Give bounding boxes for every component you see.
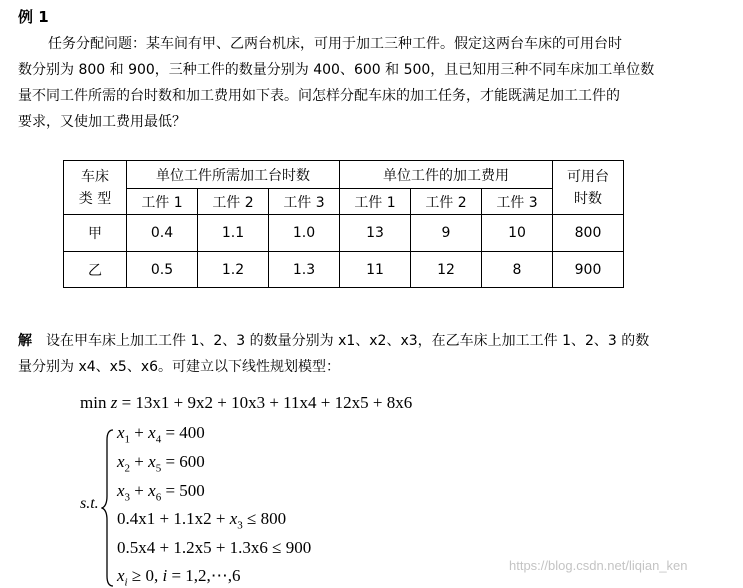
objective-function: min z = 13x1 + 9x2 + 10x3 + 11x4 + 12x5 + 8x6: [80, 393, 413, 412]
cost-cell: 12: [411, 252, 482, 288]
constraint-line: $0.4x1 + 1.1x2 + x_3 \le 800$: [117, 509, 287, 532]
header-cost-group: 单位工件的加工费用: [340, 161, 553, 189]
header-machine-type: 车床 类 型: [64, 161, 127, 215]
constraint-line: $x_3 + x_6 = 500$: [117, 481, 205, 504]
solution-text: [18, 328, 738, 380]
example-title: 例 1: [18, 8, 49, 26]
cost-cell: 13: [340, 215, 411, 252]
cost-cell: 8: [482, 252, 553, 288]
cost-cell: 11: [340, 252, 411, 288]
hours-cell: 1.1: [198, 215, 269, 252]
constraint-line: $x_1 + x_4 = 400$: [117, 423, 205, 446]
problem-line: 量不同工件所需的台时数和加工费用如下表。问怎样分配车床的加工任务，才能既满足加工工件的: [18, 88, 620, 104]
header-available-hours: 可用台 时数: [553, 161, 624, 215]
hours-cell: 1.0: [269, 215, 340, 252]
problem-line: 数分别为 800 和 900，三种工件的数量分别为 400、600 和 500，且已知用三种不同车床加工单位数: [18, 62, 655, 78]
subheader-cell: 工件 2: [198, 189, 269, 215]
constraint-brace: [101, 428, 115, 588]
hours-cell: 1.3: [269, 252, 340, 288]
subheader-cell: 工件 3: [269, 189, 340, 215]
problem-line: 任务分配问题：某车间有甲、乙两台机床，可用于加工三种工件。假定这两台车床的可用台时: [48, 36, 622, 52]
available-cell: 900: [553, 252, 624, 288]
table-row: [64, 215, 624, 252]
machine-cell: 乙: [64, 252, 127, 288]
subheader-cell: 工件 2: [411, 189, 482, 215]
st-label: s.t.: [80, 495, 99, 512]
data-table: [63, 160, 624, 288]
available-cell: 800: [553, 215, 624, 252]
subheader-cell: 工件 1: [127, 189, 198, 215]
hours-cell: 0.5: [127, 252, 198, 288]
machine-cell: 甲: [64, 215, 127, 252]
solution-line: 设在甲车床上加工工件 1、2、3 的数量分别为 x1、x2、x3，在乙车床上加工工件 1、2、3 的数: [46, 333, 650, 349]
constraint-line: $x_i \ge 0$, i = 1,2,⋯,6: [117, 566, 241, 588]
constraint-line: $x_2 + x_5 = 600$: [117, 452, 205, 475]
solution-line: 量分别为 x4、x5、x6。可建立以下线性规划模型：: [18, 359, 341, 375]
cost-cell: 9: [411, 215, 482, 252]
solution-label: 解: [18, 333, 32, 349]
problem-statement: [18, 31, 738, 135]
problem-line: 要求，又使加工费用最低？: [18, 114, 186, 130]
subheader-cell: 工件 3: [482, 189, 553, 215]
hours-cell: 0.4: [127, 215, 198, 252]
watermark: https://blog.csdn.net/liqian_ken: [509, 558, 688, 573]
subheader-cell: 工件 1: [340, 189, 411, 215]
table-row: [64, 252, 624, 288]
hours-cell: 1.2: [198, 252, 269, 288]
constraint-line: 0.5x4 + 1.2x5 + 1.3x6 ≤ 900: [117, 538, 312, 557]
cost-cell: 10: [482, 215, 553, 252]
header-hours-group: 单位工件所需加工台时数: [127, 161, 340, 189]
